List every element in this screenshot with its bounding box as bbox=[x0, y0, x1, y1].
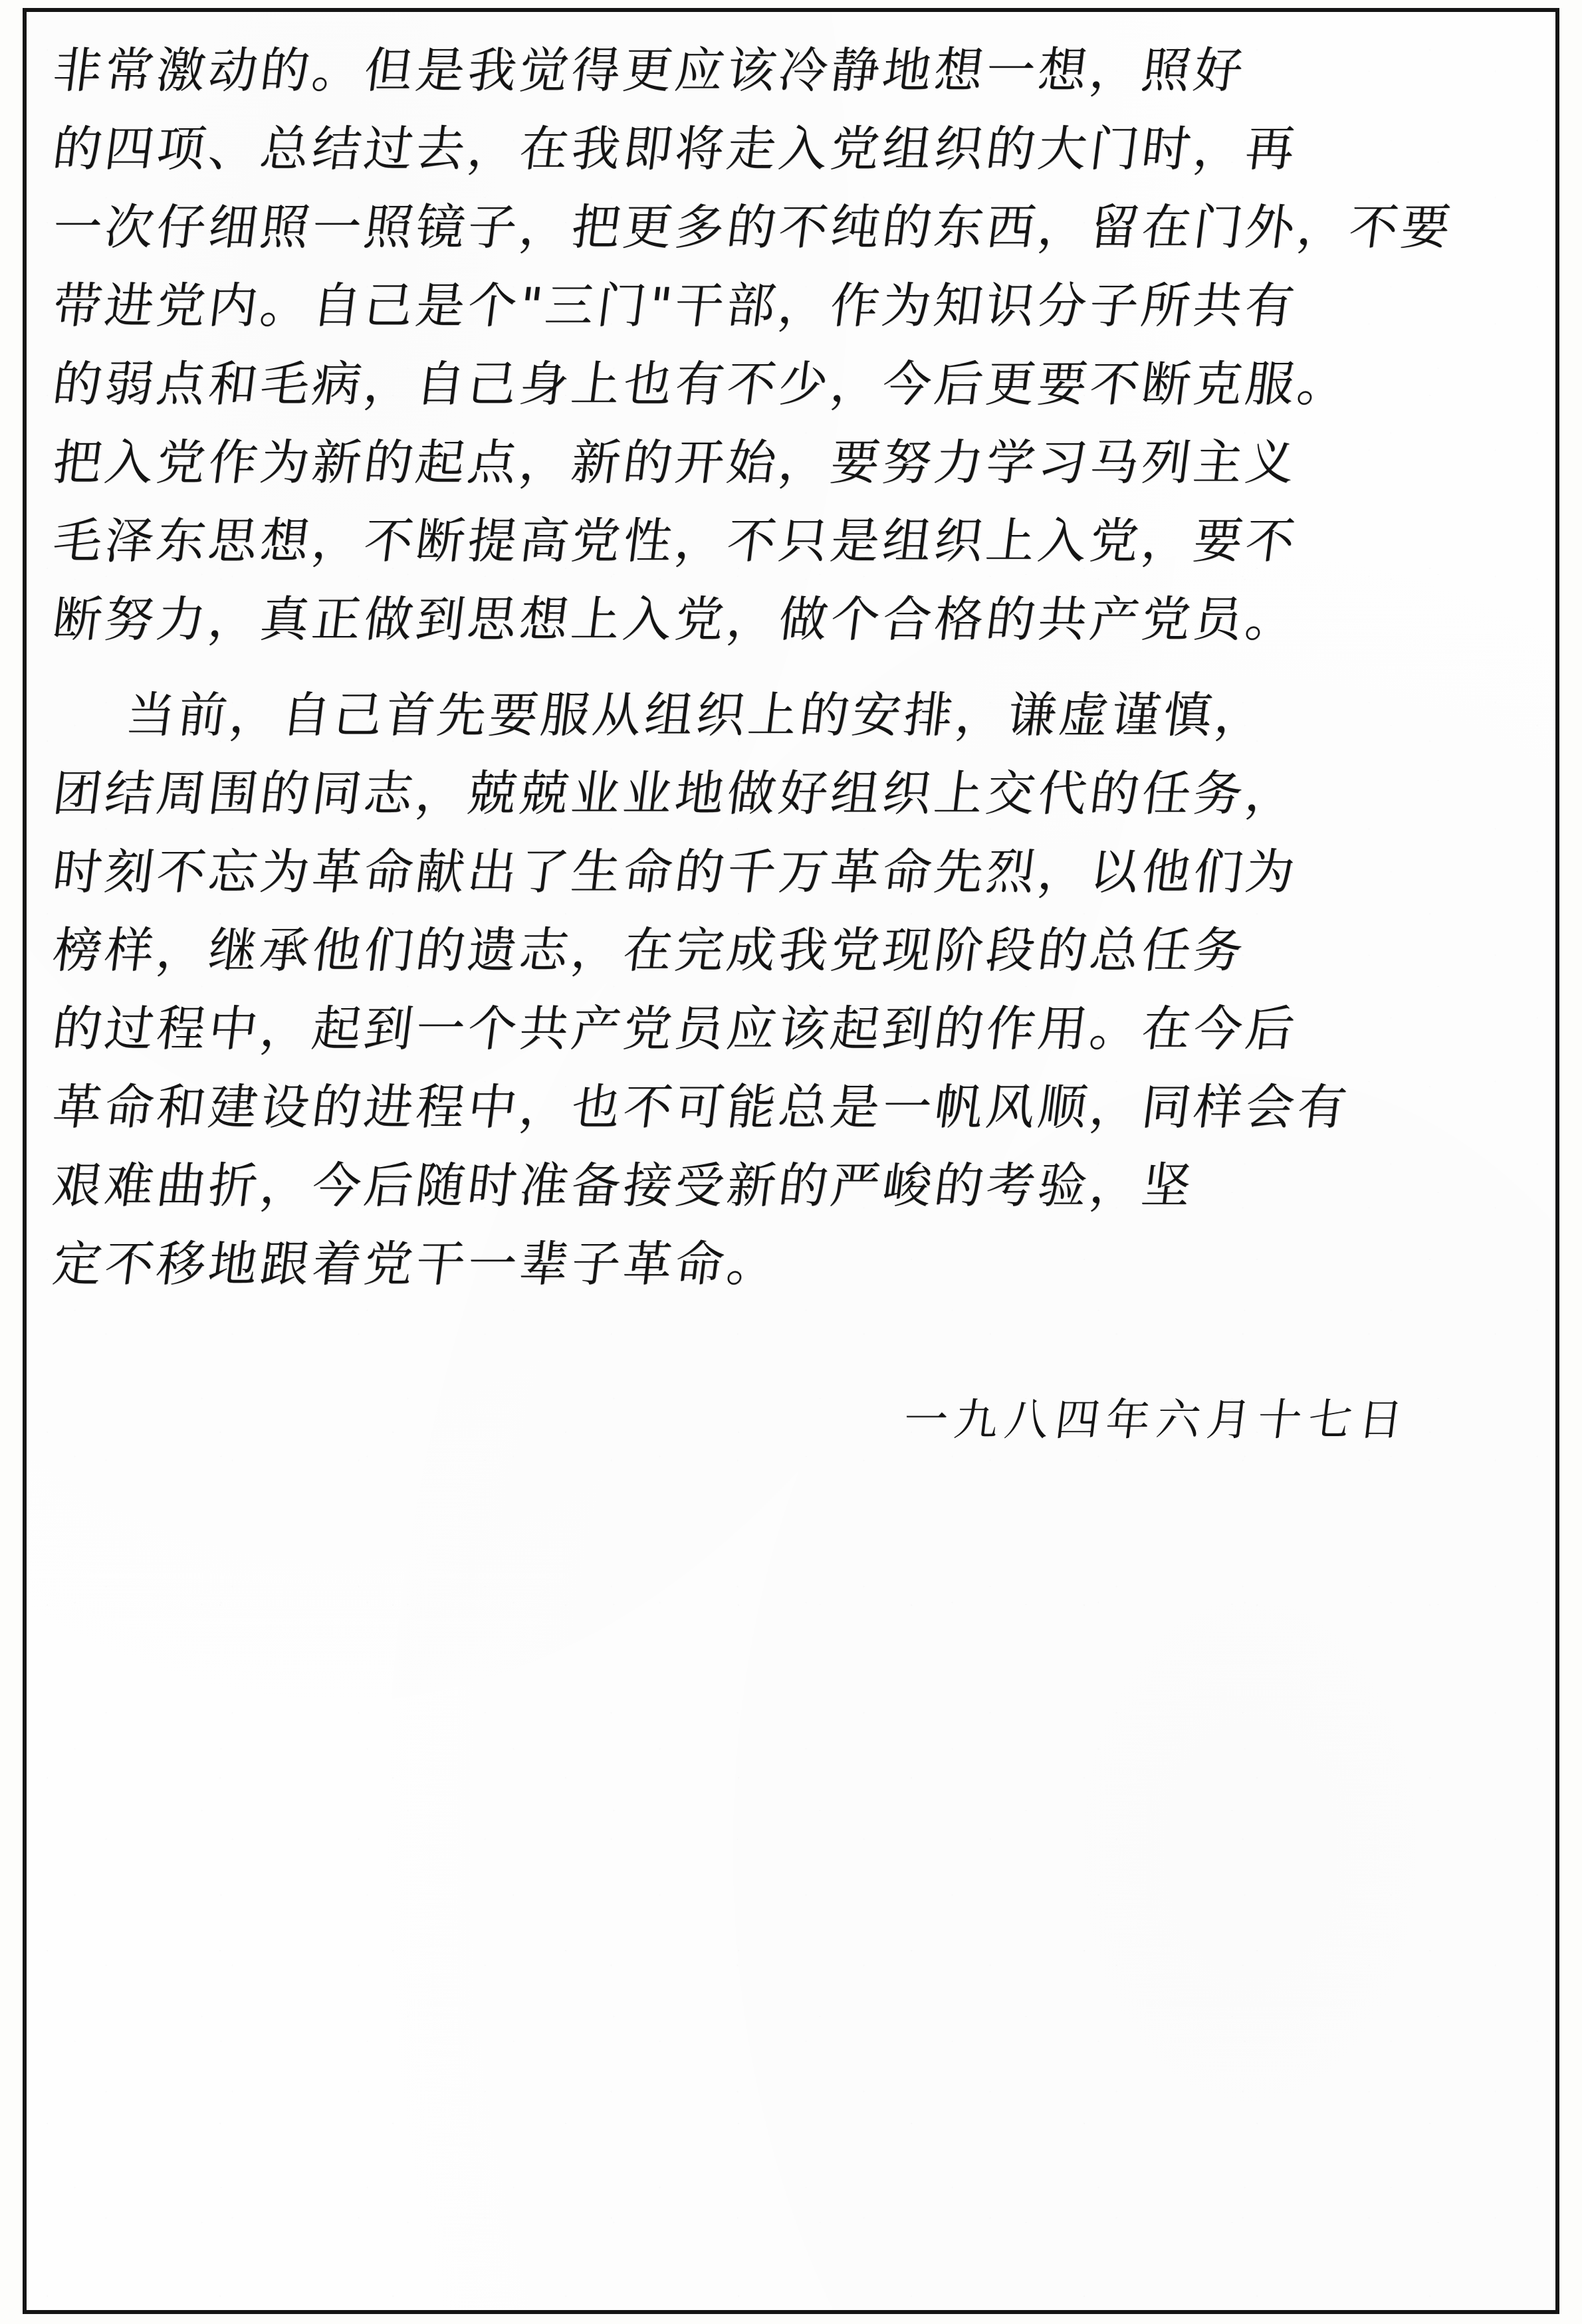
handwritten-line: 的四项、总结过去，在我即将走入党组织的大门时，再 bbox=[49, 121, 1301, 177]
blank-lower-page bbox=[27, 1540, 1555, 2271]
handwritten-line: 时刻不忘为革命献出了生命的千万革命先烈，以他们为 bbox=[49, 844, 1301, 900]
handwritten-line: 革命和建设的进程中，也不可能总是一帆风顺，同样会有 bbox=[49, 1079, 1353, 1136]
handwritten-line: 的弱点和毛病，自己身上也有不少，今后更要不断克服。 bbox=[49, 356, 1353, 413]
handwritten-body bbox=[49, 32, 1509, 1457]
handwritten-line: 团结周围的同志，兢兢业业地做好组织上交代的任务， bbox=[49, 766, 1301, 822]
handwritten-line: 艰难曲折，今后随时准备接受新的严峻的考验，坚 bbox=[49, 1158, 1198, 1214]
handwritten-line: 一次仔细照一照镜子，把更多的不纯的东西，留在门外，不要 bbox=[49, 199, 1457, 256]
handwritten-line: 榜样，继承他们的遗志，在完成我党现阶段的总任务 bbox=[49, 922, 1250, 979]
paper-background bbox=[27, 12, 1555, 2310]
handwritten-line: 非常激动的。但是我觉得更应该冷静地想一想，照好 bbox=[49, 43, 1250, 99]
signature-date: 一九八四年六月十七日 bbox=[901, 1394, 1412, 1445]
handwritten-line: 定不移地跟着党干一辈子革命。 bbox=[49, 1236, 783, 1293]
handwritten-line: 的过程中，起到一个共产党员应该起到的作用。在今后 bbox=[49, 1001, 1301, 1057]
scan-border bbox=[23, 8, 1559, 2314]
paragraph-spacer bbox=[53, 659, 1509, 677]
handwritten-line: 带进党内。自己是个"三门"干部，作为知识分子所共有 bbox=[49, 278, 1301, 334]
handwritten-line: 断努力，真正做到思想上入党，做个合格的共产党员。 bbox=[49, 591, 1301, 648]
handwritten-line: 把入党作为新的起点，新的开始，要努力学习马列主义 bbox=[49, 435, 1301, 491]
handwritten-line: 当前，自己首先要服从组织上的安排，谦虚谨慎， bbox=[122, 687, 1271, 744]
handwritten-line: 毛泽东思想，不断提高党性，不只是组织上入党，要不 bbox=[49, 513, 1301, 570]
